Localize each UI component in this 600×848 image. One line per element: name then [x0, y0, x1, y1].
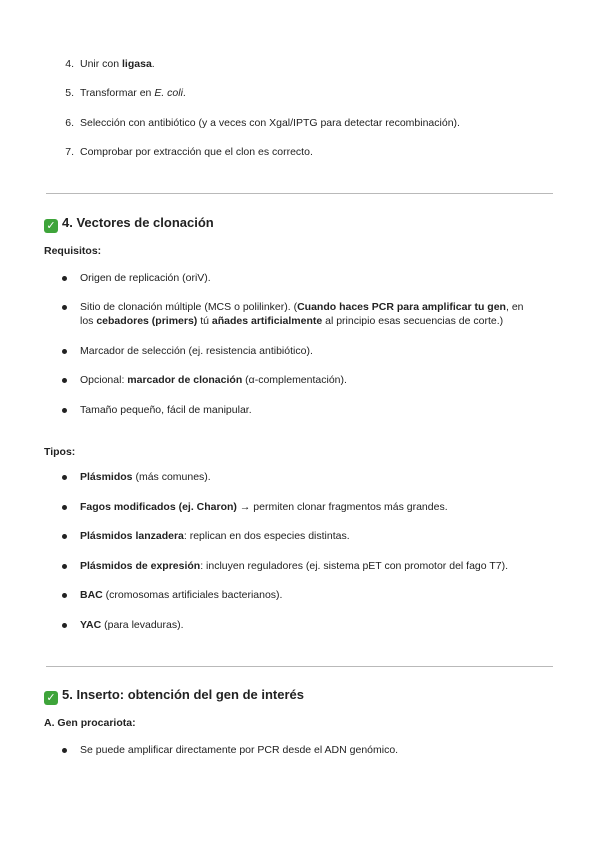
subheading-requisitos: Requisitos:	[44, 245, 102, 257]
bullet-icon	[62, 534, 67, 539]
section-heading: ✓ 5. Inserto: obtención del gen de interés	[44, 686, 304, 705]
bullet-icon	[62, 475, 67, 480]
check-mark-icon: ✓	[44, 219, 58, 233]
check-mark-icon: ✓	[44, 691, 58, 705]
bullet-icon	[62, 593, 67, 598]
step-text: Selección con antibiótico (y a veces con Xgal/IPTG para detectar recombinación).	[80, 117, 460, 129]
list-item: Se puede amplificar directamente por PCR desde el ADN genómico.	[80, 744, 399, 756]
bullet-icon	[62, 564, 67, 569]
list-item: Origen de replicación (oriV).	[80, 272, 211, 284]
bullet-icon	[62, 748, 67, 753]
list-item: Marcador de selección (ej. resistencia antibiótico).	[80, 345, 313, 357]
bullet-icon	[62, 378, 67, 383]
bullet-icon	[62, 623, 67, 628]
list-item: Sitio de clonación múltiple (MCS o polilinker). (Cuando haces PCR para amplificar tu gen, en los cebadores (primers) tú añades artificialmente al principio esas secuencias de corte.)	[80, 301, 524, 327]
list-item: Plásmidos lanzadera: replican en dos especies distintas.	[80, 530, 350, 542]
bullet-icon	[62, 305, 67, 310]
list-item: Plásmidos de expresión: incluyen reguladores (ej. sistema pET con promotor del fago T7).	[80, 560, 508, 572]
step-number: 6.	[65, 117, 74, 129]
section-divider	[46, 666, 553, 667]
bullet-icon	[62, 349, 67, 354]
subheading-tipos: Tipos:	[44, 446, 76, 458]
step-text: Comprobar por extracción que el clon es correcto.	[80, 146, 313, 158]
bullet-icon	[62, 408, 67, 413]
list-item: Fagos modificados (ej. Charon) → permiten clonar fragmentos más grandes.	[80, 501, 448, 513]
step-text: Transformar en E. coli.	[80, 87, 186, 99]
step-number: 4.	[65, 58, 74, 70]
section-divider	[46, 193, 553, 194]
list-item: Tamaño pequeño, fácil de manipular.	[80, 404, 252, 416]
list-item: Opcional: marcador de clonación (α-complementación).	[80, 374, 347, 386]
list-item: BAC (cromosomas artificiales bacterianos).	[80, 589, 283, 601]
subheading-gen-procariota: A. Gen procariota:	[44, 717, 136, 729]
section-heading: ✓ 4. Vectores de clonación	[44, 214, 214, 233]
step-number: 5.	[65, 87, 74, 99]
list-item: YAC (para levaduras).	[80, 619, 184, 631]
bullet-icon	[62, 276, 67, 281]
step-number: 7.	[65, 146, 74, 158]
step-text: Unir con ligasa.	[80, 58, 155, 70]
list-item: Plásmidos (más comunes).	[80, 471, 211, 483]
bullet-icon	[62, 505, 67, 510]
